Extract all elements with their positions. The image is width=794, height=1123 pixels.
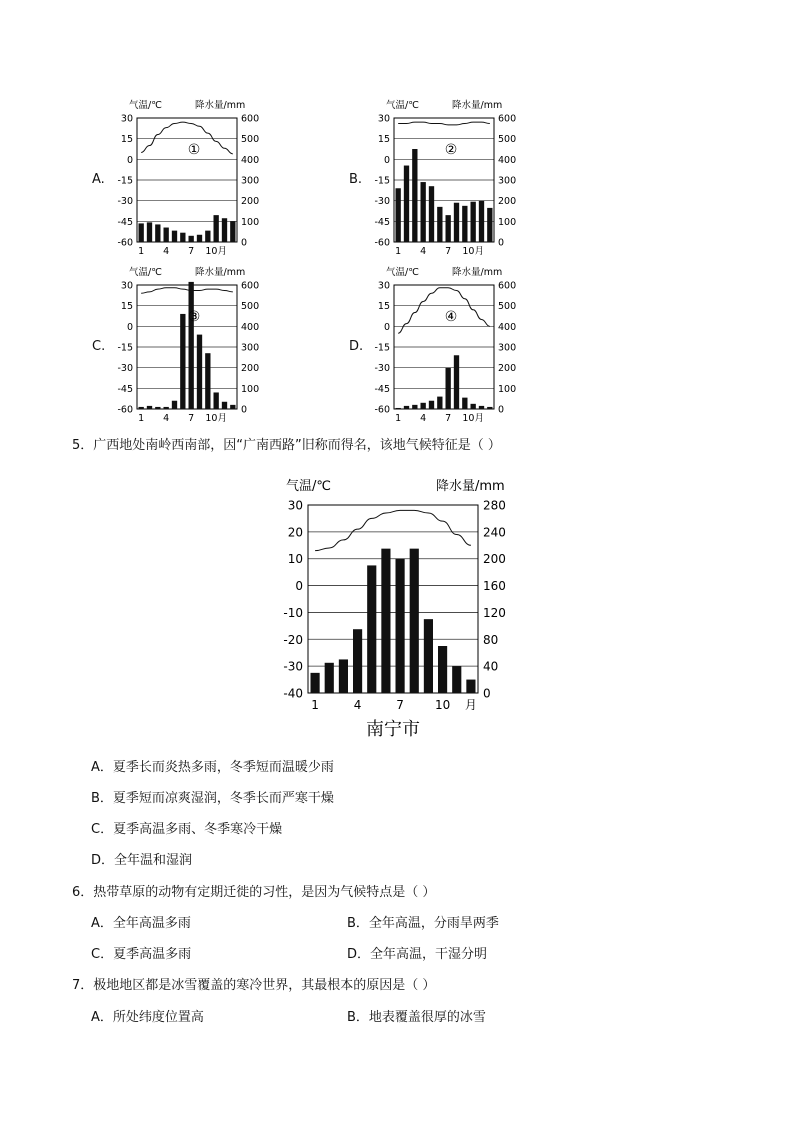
precip-bar <box>139 223 144 242</box>
precip-tick: 600 <box>241 113 260 125</box>
precip-bar <box>452 666 461 693</box>
precip-bar <box>147 222 152 242</box>
precip-bar <box>172 231 177 242</box>
precip-tick: 200 <box>241 196 260 208</box>
temp-tick: -10 <box>283 605 303 620</box>
precip-tick: 300 <box>241 342 260 354</box>
x-tick: 10 <box>434 698 451 712</box>
x-tick: 10月 <box>462 246 484 257</box>
precip-bar <box>471 404 476 409</box>
temp-tick: 0 <box>295 579 303 594</box>
precip-bar <box>462 398 467 409</box>
precip-bar <box>222 218 227 242</box>
precip-tick: 400 <box>241 321 260 333</box>
precip-axis-label: 降水量/mm <box>195 267 246 278</box>
x-tick: 月 <box>464 698 477 712</box>
precip-tick: 0 <box>241 237 248 249</box>
precip-tick: 240 <box>483 525 506 540</box>
x-tick: 7 <box>188 413 195 424</box>
x-tick: 10月 <box>205 413 227 424</box>
temp-tick: -15 <box>374 342 390 354</box>
question-6-stem: 6．热带草原的动物有定期迁徙的习性，是因为气候特点是（ ） <box>72 885 436 900</box>
precip-bar <box>396 188 401 242</box>
x-tick: 4 <box>163 413 170 424</box>
precip-bar <box>479 406 484 409</box>
precip-bar <box>412 149 417 242</box>
precip-bar <box>367 565 376 693</box>
precip-tick: 40 <box>483 659 499 674</box>
temp-tick: 30 <box>377 280 390 292</box>
temp-tick: 10 <box>287 552 303 567</box>
precip-bar <box>424 619 433 693</box>
temperature-curve <box>141 288 233 294</box>
temp-tick: -60 <box>117 237 133 249</box>
precip-tick: 80 <box>483 632 499 647</box>
chart-marker: ② <box>444 142 458 158</box>
q5-option-d[interactable]: D．全年温和湿润 <box>91 853 193 868</box>
temp-tick: 0 <box>383 154 390 166</box>
precip-tick: 120 <box>483 605 506 620</box>
precip-bar <box>205 353 210 409</box>
temp-tick: 30 <box>287 498 303 513</box>
precip-bar <box>446 215 451 242</box>
city-name: 南宁市 <box>366 719 420 740</box>
temperature-curve <box>398 122 490 125</box>
temperature-curve <box>315 510 471 550</box>
nanning-climate-chart <box>270 470 520 745</box>
x-tick: 4 <box>163 246 170 257</box>
temp-axis-label: 气温/℃ <box>286 479 331 494</box>
precip-bar <box>339 659 348 693</box>
precip-tick: 500 <box>241 134 260 146</box>
precip-bar <box>446 368 451 409</box>
x-tick: 7 <box>445 413 452 424</box>
precip-bar <box>462 206 467 242</box>
precip-tick: 100 <box>241 383 260 395</box>
precip-bar <box>205 231 210 242</box>
temp-tick: -30 <box>117 363 133 375</box>
temp-tick: 0 <box>126 321 133 333</box>
precip-tick: 100 <box>498 383 517 395</box>
climate-chart-c <box>115 265 275 425</box>
precip-tick: 600 <box>498 113 517 125</box>
temp-tick: 0 <box>383 321 390 333</box>
precip-bar <box>412 405 417 409</box>
q6-option-c[interactable]: C．夏季高温多雨 <box>91 947 192 962</box>
x-tick: 7 <box>396 698 404 712</box>
precip-bar <box>222 402 227 409</box>
precip-tick: 400 <box>498 154 517 166</box>
precip-bar <box>164 407 169 409</box>
chart-marker: ① <box>187 142 201 158</box>
precip-tick: 0 <box>483 686 491 701</box>
precip-tick: 0 <box>241 404 248 416</box>
temp-tick: 15 <box>120 134 133 146</box>
precip-axis-label: 降水量/mm <box>452 100 503 111</box>
question-5-stem: 5．广西地处南岭西南部，因“广南西路”旧称而得名，该地气候特征是（ ） <box>72 438 501 453</box>
climate-chart-b <box>372 98 532 258</box>
precip-tick: 200 <box>483 552 506 567</box>
chart-marker: ④ <box>444 309 458 325</box>
precip-axis-label: 降水量/mm <box>195 100 246 111</box>
temp-tick: -45 <box>117 216 133 228</box>
precip-tick: 400 <box>498 321 517 333</box>
q6-option-b[interactable]: B．全年高温，分雨旱两季 <box>347 916 499 931</box>
precip-tick: 600 <box>241 280 260 292</box>
x-tick: 4 <box>420 413 427 424</box>
precip-bar <box>421 182 426 242</box>
temp-axis-label: 气温/℃ <box>386 267 419 278</box>
precip-bar <box>214 392 219 409</box>
temp-tick: -30 <box>374 196 390 208</box>
temp-tick: -60 <box>374 404 390 416</box>
temp-axis-label: 气温/℃ <box>129 267 162 278</box>
precip-bar <box>396 559 405 693</box>
x-tick: 1 <box>395 246 402 257</box>
precip-tick: 300 <box>498 175 517 187</box>
option-b-label: B. <box>349 172 363 187</box>
precip-tick: 200 <box>498 196 517 208</box>
precip-bar <box>230 221 235 242</box>
temp-tick: -15 <box>117 342 133 354</box>
precip-bar <box>437 397 442 409</box>
precip-bar <box>325 663 334 693</box>
precip-bar <box>197 335 202 409</box>
precip-bar <box>189 282 194 409</box>
precip-tick: 400 <box>241 154 260 166</box>
precip-bar <box>487 208 492 242</box>
temp-tick: -15 <box>117 175 133 187</box>
precip-axis-label: 降水量/mm <box>436 479 505 494</box>
precip-tick: 0 <box>498 404 505 416</box>
temp-axis-label: 气温/℃ <box>386 100 419 111</box>
temp-tick: 20 <box>287 525 303 540</box>
precip-bar <box>410 549 419 693</box>
precip-bar <box>454 203 459 242</box>
q5-option-b[interactable]: B．夏季短而凉爽湿润，冬季长而严寒干燥 <box>91 791 334 806</box>
q6-option-a[interactable]: A．全年高温多雨 <box>91 916 191 931</box>
precip-axis-label: 降水量/mm <box>452 267 503 278</box>
temp-tick: -60 <box>117 404 133 416</box>
temp-tick: -60 <box>374 237 390 249</box>
x-tick: 7 <box>445 246 452 257</box>
precip-bar <box>353 629 362 693</box>
option-d-label: D. <box>349 339 364 354</box>
precip-bar <box>429 401 434 409</box>
x-tick: 1 <box>138 246 145 257</box>
precip-bar <box>230 405 235 409</box>
precip-bar <box>155 224 160 242</box>
temp-tick: -30 <box>283 659 303 674</box>
precip-tick: 500 <box>498 134 517 146</box>
precip-bar <box>214 215 219 242</box>
temp-tick: 30 <box>120 113 133 125</box>
precip-bar <box>454 355 459 409</box>
precip-tick: 300 <box>498 342 517 354</box>
precip-tick: 280 <box>483 498 506 513</box>
precip-tick: 100 <box>498 216 517 228</box>
temp-tick: 15 <box>120 301 133 313</box>
q5-option-a[interactable]: A．夏季长而炎热多雨，冬季短而温暖少雨 <box>91 760 334 775</box>
climate-chart-a <box>115 98 275 258</box>
precip-bar <box>429 186 434 242</box>
precip-bar <box>189 236 194 242</box>
precip-tick: 500 <box>498 301 517 313</box>
precip-tick: 0 <box>498 237 505 249</box>
precip-bar <box>479 201 484 242</box>
q7-option-a[interactable]: A．所处纬度位置高 <box>91 1010 204 1025</box>
temp-tick: 15 <box>377 134 390 146</box>
precip-bar <box>172 401 177 409</box>
q6-option-d[interactable]: D．全年高温，干湿分明 <box>347 947 488 962</box>
x-tick: 4 <box>420 246 427 257</box>
x-tick: 1 <box>395 413 402 424</box>
climate-chart-d <box>372 265 532 425</box>
temp-tick: -40 <box>283 686 303 701</box>
x-tick: 4 <box>353 698 362 712</box>
temp-tick: -45 <box>374 383 390 395</box>
x-tick: 7 <box>188 246 195 257</box>
q5-option-c[interactable]: C．夏季高温多雨、冬季寒冷干燥 <box>91 822 283 837</box>
precip-bar <box>396 408 401 409</box>
temp-tick: -30 <box>117 196 133 208</box>
precip-bar <box>180 314 185 409</box>
x-tick: 1 <box>311 698 319 712</box>
q7-option-b[interactable]: B．地表覆盖很厚的冰雪 <box>347 1010 486 1025</box>
x-tick: 1 <box>138 413 145 424</box>
precip-bar <box>197 235 202 242</box>
precip-bar <box>381 549 390 693</box>
precip-tick: 300 <box>241 175 260 187</box>
question-7-stem: 7．极地地区都是冰雪覆盖的寒冷世界，其最根本的原因是（ ） <box>72 978 436 993</box>
temp-tick: -15 <box>374 175 390 187</box>
precip-bar <box>437 207 442 242</box>
precip-bar <box>404 166 409 242</box>
precip-bar <box>147 406 152 409</box>
precip-tick: 200 <box>498 363 517 375</box>
precip-bar <box>164 228 169 242</box>
x-tick: 10月 <box>205 246 227 257</box>
temp-tick: 30 <box>120 280 133 292</box>
precip-bar <box>438 646 447 693</box>
x-tick: 10月 <box>462 413 484 424</box>
precip-bar <box>466 680 475 693</box>
precip-bar <box>155 407 160 409</box>
precip-tick: 600 <box>498 280 517 292</box>
temp-tick: -45 <box>374 216 390 228</box>
temp-tick: 30 <box>377 113 390 125</box>
precip-tick: 160 <box>483 579 506 594</box>
precip-bar <box>139 407 144 409</box>
precip-bar <box>180 233 185 242</box>
precip-bar <box>487 407 492 409</box>
precip-bar <box>421 403 426 409</box>
temp-tick: 15 <box>377 301 390 313</box>
precip-bar <box>404 406 409 409</box>
chart-marker: ③ <box>187 309 201 325</box>
option-a-label: A. <box>92 172 105 187</box>
precip-tick: 200 <box>241 363 260 375</box>
temp-tick: -45 <box>117 383 133 395</box>
temp-tick: 0 <box>126 154 133 166</box>
precip-bar <box>471 202 476 242</box>
precip-tick: 500 <box>241 301 260 313</box>
precip-bar <box>311 673 320 693</box>
temp-tick: -30 <box>374 363 390 375</box>
temp-axis-label: 气温/℃ <box>129 100 162 111</box>
precip-tick: 100 <box>241 216 260 228</box>
temp-tick: -20 <box>283 632 303 647</box>
option-c-label: C. <box>92 339 106 354</box>
